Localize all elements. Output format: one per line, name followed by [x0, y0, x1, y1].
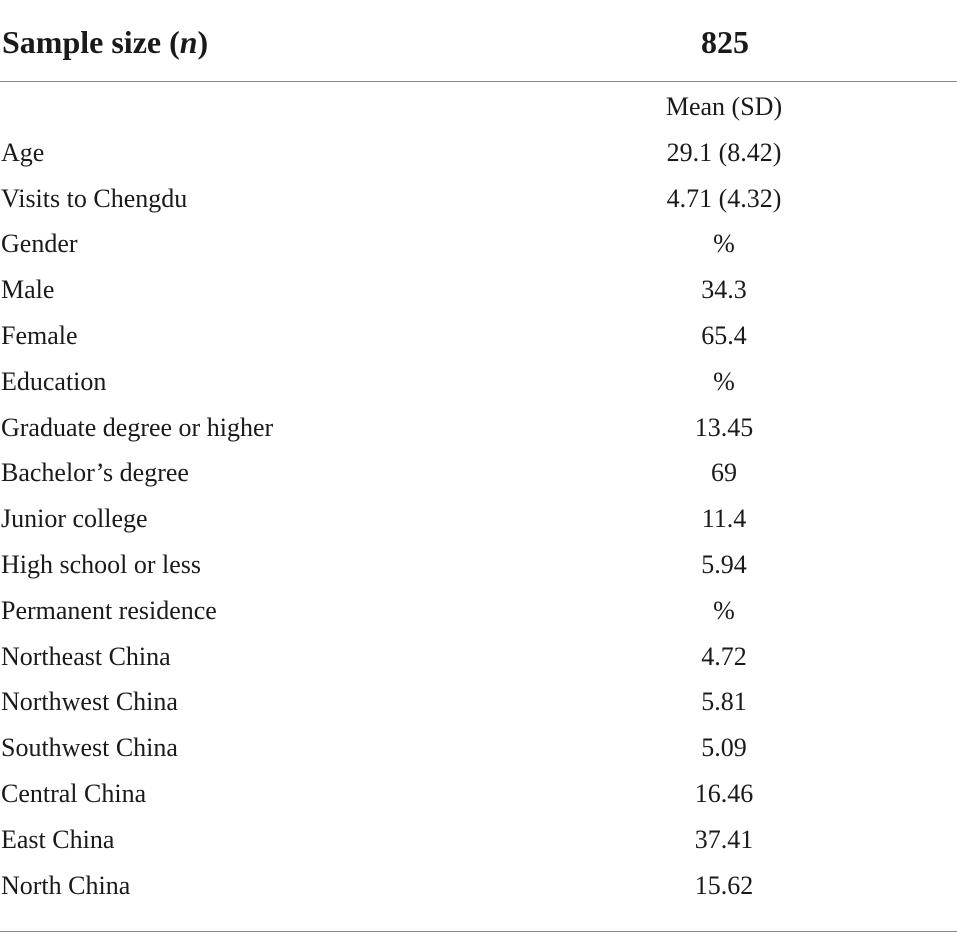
table-row [0, 725, 957, 771]
row-value: % [713, 366, 735, 396]
row-value: 5.81 [701, 687, 747, 717]
row-label: Bachelor’s degree [1, 458, 189, 488]
row-label: Gender [1, 229, 78, 259]
row-label: Visits to Chengdu [1, 183, 188, 213]
row-label: Northwest China [1, 687, 178, 717]
table-body [0, 84, 957, 908]
table-row [0, 221, 957, 267]
table-row [0, 450, 957, 496]
row-value: 69 [711, 458, 737, 488]
row-value: 4.72 [701, 641, 747, 671]
row-label: Female [1, 320, 78, 350]
row-label: East China [1, 824, 115, 854]
header-label [2, 20, 208, 64]
row-label: Central China [1, 778, 147, 808]
table-row [0, 588, 957, 634]
table-row [0, 84, 957, 130]
row-value: 34.3 [701, 275, 747, 305]
header-label-text: Sample size ( [2, 24, 180, 60]
row-label: High school or less [1, 549, 202, 579]
table-header-row [0, 0, 957, 82]
table-row [0, 817, 957, 863]
row-value: 29.1 (8.42) [666, 137, 782, 167]
row-label: Age [1, 137, 45, 167]
table-row [0, 634, 957, 680]
row-label: Male [1, 275, 55, 305]
table-row [0, 267, 957, 313]
row-value: % [713, 229, 735, 259]
table-row [0, 496, 957, 542]
row-value: 11.4 [701, 504, 747, 534]
row-label: Junior college [1, 504, 148, 534]
row-value: 15.62 [694, 870, 754, 900]
row-label: Education [1, 366, 107, 396]
table-row [0, 679, 957, 725]
row-label: Northeast China [1, 641, 171, 671]
table-row [0, 405, 957, 451]
header-value: 825 [701, 24, 749, 60]
table-row [0, 771, 957, 817]
row-value: 65.4 [701, 320, 747, 350]
top-rule [0, 81, 957, 82]
row-value: 16.46 [694, 778, 754, 808]
table-row [0, 359, 957, 405]
table-row [0, 130, 957, 176]
row-value: 5.09 [701, 733, 747, 763]
row-label: North China [1, 870, 131, 900]
bottom-rule [0, 931, 957, 932]
row-value: 37.41 [694, 824, 754, 854]
row-value: % [713, 595, 735, 625]
row-value: 4.71 (4.32) [666, 183, 782, 213]
row-label: Graduate degree or higher [1, 412, 274, 442]
row-value: 5.94 [701, 549, 747, 579]
row-label: Permanent residence [1, 595, 217, 625]
row-value: 13.45 [694, 412, 754, 442]
row-value: Mean (SD) [665, 92, 783, 121]
table-row [0, 176, 957, 222]
row-label: Southwest China [1, 733, 178, 763]
table-row [0, 542, 957, 588]
header-label-close: ) [197, 24, 209, 60]
table-row [0, 313, 957, 359]
table-row [0, 863, 957, 909]
header-label-italic: n [179, 24, 198, 60]
